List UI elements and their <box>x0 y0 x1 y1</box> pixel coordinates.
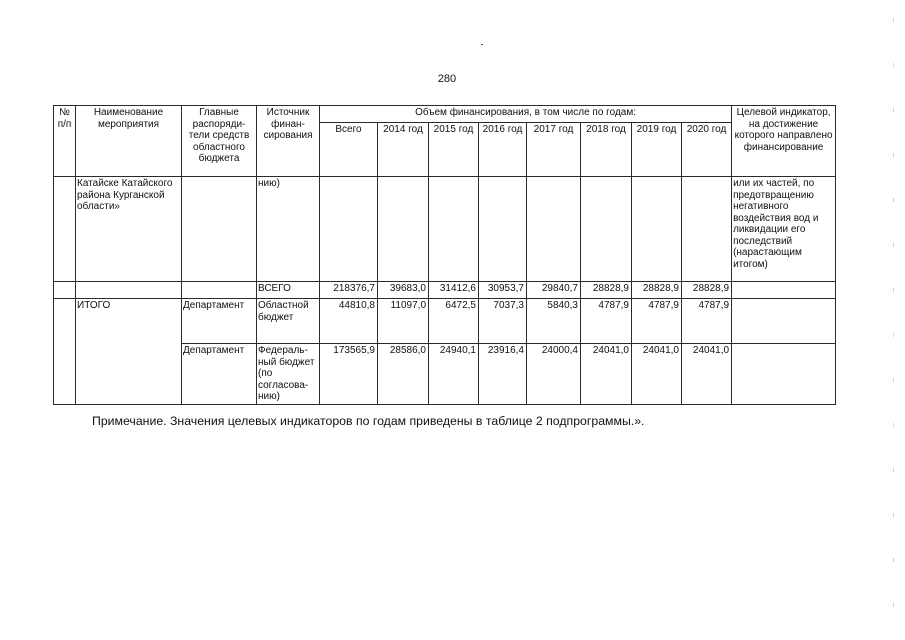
table-cell <box>54 282 76 299</box>
table-cell <box>527 177 581 282</box>
header-volume: Объем финансирования, в том числе по годам: <box>320 106 732 123</box>
header-name: Наименование мероприятия <box>76 106 182 177</box>
value-cell: 4787,9 <box>632 299 682 344</box>
table-cell <box>54 177 76 282</box>
source-cell: ВСЕГО <box>257 282 320 299</box>
value-cell: 4787,9 <box>682 299 732 344</box>
scan-dot <box>481 44 483 45</box>
itogo-label: ИТОГО <box>76 299 182 405</box>
value-cell: 7037,3 <box>479 299 527 344</box>
source-cell: Областной бюджет <box>257 299 320 344</box>
header-year: 2020 год <box>682 123 732 177</box>
total-row <box>54 282 836 299</box>
value-cell: 4787,9 <box>581 299 632 344</box>
value-cell: 11097,0 <box>378 299 429 344</box>
value-cell: 28828,9 <box>632 282 682 299</box>
value-cell: 24041,0 <box>682 344 732 405</box>
header-managers: Главные распоряди-тели средств областного бюджета <box>182 106 257 177</box>
header-year: 2017 год <box>527 123 581 177</box>
table-cell <box>182 282 257 299</box>
table-cell <box>479 177 527 282</box>
value-cell: 24041,0 <box>581 344 632 405</box>
value-cell: 24000,4 <box>527 344 581 405</box>
header-total: Всего <box>320 123 378 177</box>
financing-table <box>53 105 836 405</box>
table-cell <box>632 177 682 282</box>
header-indicator: Целевой индикатор, на достижение которого направлено финансирование <box>732 106 836 177</box>
value-cell: 39683,0 <box>378 282 429 299</box>
measure-name-cell: Катайске Катайского района Курганской области» <box>76 177 182 282</box>
table-cell <box>732 344 836 405</box>
scan-edge-marks <box>893 0 894 640</box>
header-row-1 <box>54 106 836 123</box>
table-cell <box>378 177 429 282</box>
value-cell: 173565,9 <box>320 344 378 405</box>
value-cell: 6472,5 <box>429 299 479 344</box>
value-cell: 30953,7 <box>479 282 527 299</box>
manager-cell: Департамент <box>182 344 257 405</box>
table-cell <box>732 282 836 299</box>
table-cell <box>429 177 479 282</box>
header-source: Источник финан-сирования <box>257 106 320 177</box>
table-cell <box>581 177 632 282</box>
value-cell: 28586,0 <box>378 344 429 405</box>
table-cell <box>54 299 76 405</box>
value-cell: 29840,7 <box>527 282 581 299</box>
value-cell: 5840,3 <box>527 299 581 344</box>
itogo-regional-row <box>54 299 836 344</box>
header-year: 2015 год <box>429 123 479 177</box>
source-cell: Федераль-ный бюджет (по согласова-нию) <box>257 344 320 405</box>
indicator-cell: или их частей, по предотвращению негативного воздействия вод и ликвидации его последствий (нарастающим итогом) <box>732 177 836 282</box>
manager-cell: Департамент <box>182 299 257 344</box>
value-cell: 44810,8 <box>320 299 378 344</box>
source-cell: нию) <box>257 177 320 282</box>
continuation-row <box>54 177 836 282</box>
header-year: 2014 год <box>378 123 429 177</box>
table-cell <box>682 177 732 282</box>
table-cell <box>320 177 378 282</box>
header-year: 2016 год <box>479 123 527 177</box>
header-year: 2019 год <box>632 123 682 177</box>
header-year: 2018 год <box>581 123 632 177</box>
value-cell: 23916,4 <box>479 344 527 405</box>
value-cell: 218376,7 <box>320 282 378 299</box>
table-cell <box>76 282 182 299</box>
value-cell: 28828,9 <box>682 282 732 299</box>
value-cell: 31412,6 <box>429 282 479 299</box>
footnote: Примечание. Значения целевых индикаторов по годам приведены в таблице 2 подпрограммы.». <box>92 414 645 428</box>
header-num: № п/п <box>54 106 76 177</box>
value-cell: 24940,1 <box>429 344 479 405</box>
value-cell: 24041,0 <box>632 344 682 405</box>
table-cell <box>182 177 257 282</box>
value-cell: 28828,9 <box>581 282 632 299</box>
table-cell <box>732 299 836 344</box>
page-number: 280 <box>437 73 457 85</box>
